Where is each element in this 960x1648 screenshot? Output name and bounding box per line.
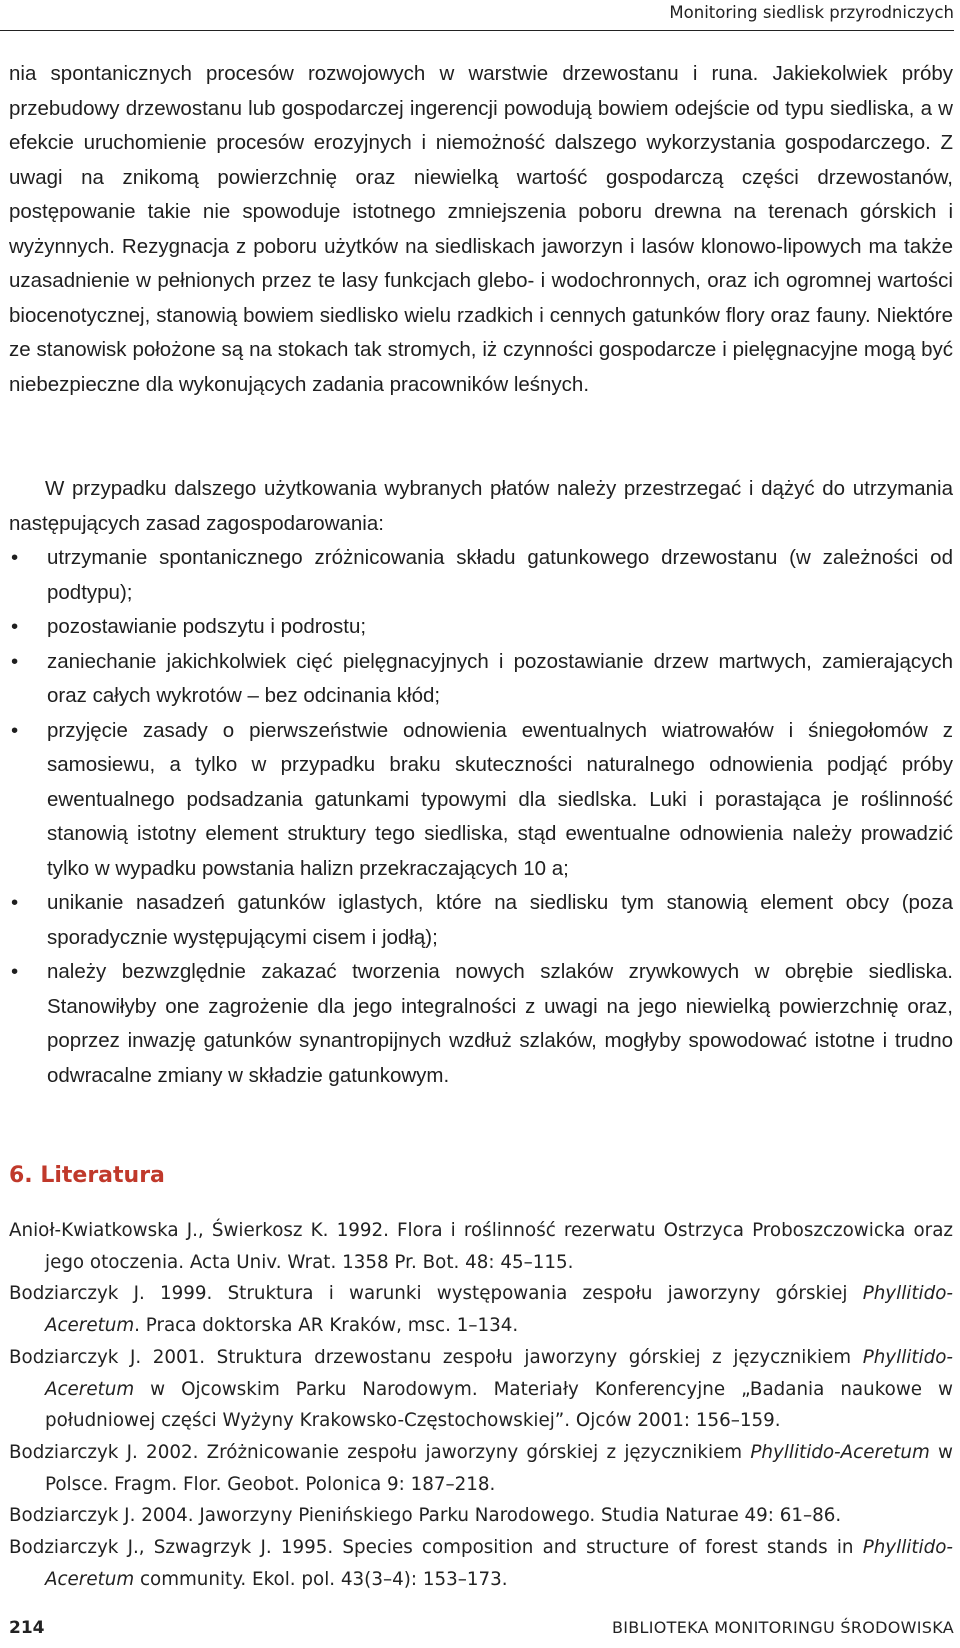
rules-list <box>9 541 953 1093</box>
page-number: 214 <box>9 1618 45 1638</box>
body-paragraph-1 <box>9 57 953 402</box>
reference-italic: Phyllitido-Aceretum <box>45 1346 953 1400</box>
reference-text-end: . Praca doktorska AR Kraków, msc. 1–134. <box>134 1315 519 1337</box>
list-item-text: przyjęcie zasady o pierwszeństwie odnowienia ewentualnych wiatrowałów i śniegołomów z samosiewu, a tylko w przypadku braku skuteczności naturalnego odnowienia podjąć próby ewentualnego podsadzania gatunkami typowymi dla siedlska. Luki i porastająca je roślinność stanowią istotny element struktury tego siedliska, stąd ewentualne odnowienia należy prowadzić tylko w wypadku powstania halizn przekraczających 10 a; <box>47 718 953 880</box>
reference-text: Bodziarczyk J. 2001. Struktura drzewostanu zespołu jaworzyny górskiej z języcznikiem <box>9 1346 863 1368</box>
reference-item <box>9 1437 953 1500</box>
list-item-text: unikanie nasadzeń gatunków iglastych, które na siedlisku tym stanowią element obcy (poza sporadycznie występującymi cisem i jodłą); <box>47 891 953 949</box>
bullet-icon: • <box>11 546 19 569</box>
reference-italic: Phyllitido-Aceretum <box>45 1283 953 1337</box>
bullet-icon: • <box>11 649 19 673</box>
reference-text: Anioł-Kwiatkowska J., Świerkosz K. 1992. Flora i roślinność rezerwatu Ostrzyca Proboszczowicka oraz jego otoczenia. Acta Univ. Wrat. 1358 Pr. Bot. 48: 45–115. <box>9 1220 953 1273</box>
running-header: Monitoring siedlisk przyrodniczych <box>0 0 954 31</box>
list-item <box>9 886 953 955</box>
reference-text: Bodziarczyk J. 1999. Struktura i warunki występowania zespołu jaworzyny górskiej <box>9 1283 863 1305</box>
list-item <box>9 541 953 610</box>
reference-italic: Phyllitido-Aceretum <box>750 1441 930 1463</box>
list-item <box>9 955 953 1093</box>
list-item <box>9 714 953 887</box>
reference-text: Bodziarczyk J. 2004. Jaworzyny Pienińskiego Parku Narodowego. Studia Naturae 49: 61–86. <box>9 1505 842 1527</box>
reference-item <box>9 1500 953 1532</box>
reference-text-end: w Ojcowskim Parku Narodowym. Materiały Konferencyjne „Badania naukowe w południowej części Wyżyny Krakowsko-Częstochowskiej”. Ojców 2001: 156–159. <box>45 1378 953 1432</box>
list-item-text: pozostawianie podszytu i podrostu; <box>47 615 367 638</box>
list-item-text: utrzymanie spontanicznego zróżnicowania składu gatunkowego drzewostanu (w zależności od podtypu); <box>47 546 953 604</box>
section-heading: 6. Literatura <box>9 1163 165 1188</box>
reference-item <box>9 1532 953 1595</box>
bullet-icon: • <box>11 718 19 742</box>
list-item <box>9 645 953 714</box>
list-item-text: należy bezwzględnie zakazać tworzenia nowych szlaków zrywkowych w obrębie siedliska. Stanowiłyby one zagrożenie dla jego integralności z uwagi na jego niewielką powierzchnię oraz, poprzez inwazję gatunków synantropijnych wzdłuż szlaków, mogłyby spowodować istotne i trudno odwracalne zmiany w składzie gatunkowym. <box>47 960 953 1087</box>
reference-text: Bodziarczyk J., Szwagrzyk J. 1995. Species composition and structure of forest stands in <box>9 1537 863 1559</box>
reference-item <box>9 1342 953 1437</box>
reference-text-end: community. Ekol. pol. 43(3–4): 153–173. <box>134 1568 508 1590</box>
references-list <box>9 1215 953 1595</box>
reference-text-end: w Polsce. Fragm. Flor. Geobot. Polonica 9: 187–218. <box>45 1441 953 1495</box>
series-title: BIBLIOTEKA MONITORINGU ŚRODOWISKA <box>611 1618 954 1637</box>
reference-item <box>9 1215 953 1278</box>
reference-italic: Phyllitido-Aceretum <box>45 1537 953 1590</box>
bullet-icon: • <box>11 615 19 638</box>
management-section <box>9 472 953 1093</box>
reference-item <box>9 1278 953 1341</box>
bullet-icon: • <box>11 960 19 983</box>
bullet-icon: • <box>11 891 19 914</box>
list-item <box>9 610 953 645</box>
list-item-text: zaniechanie jakichkolwiek cięć pielęgnacyjnych i pozostawianie drzew martwych, zamierających oraz całych wykrotów – bez odcinania kłód; <box>47 649 953 707</box>
body-paragraph-2: W przypadku dalszego użytkowania wybranych płatów należy przestrzegać i dążyć do utrzymania następujących zasad zagospodarowania: <box>9 477 953 535</box>
paragraph-text: nia spontanicznych procesów rozwojowych w warstwie drzewostanu i runa. Jakiekolwiek próby przebudowy drzewostanu lub gospodarczej ingerencji powodują bowiem odejście od typu siedliska, a w efekcie uruchomienie procesów erozyjnych i niemożność dalszego wykorzystania gospodarczego. Z uwagi na znikomą powierzchnię oraz niewielką wartość gospodarczą części drzewostanów, postępowanie takie nie spowoduje istotnego zmniejszenia poboru drewna na terenach górskich i wyżynnych. Rezygnacja z poboru użytków na siedliskach jaworzyn i lasów klonowo-lipowych ma także uzasadnienie w pełnionych przez te lasy funkcjach glebo- i wodochronnych, oraz ich ogromnej wartości biocenotycznej, stanowią bowiem siedlisko wielu rzadkich i cennych gatunków flory oraz fauny. Niektóre ze stanowisk położone są na stokach tak stromych, iż czynności gospodarcze i pielęgnacyjne mogą być niebezpieczne dla wykonujących zadania pracowników leśnych. <box>9 62 953 396</box>
reference-text: Bodziarczyk J. 2002. Zróżnicowanie zespołu jaworzyny górskiej z języcznikiem <box>9 1441 751 1463</box>
